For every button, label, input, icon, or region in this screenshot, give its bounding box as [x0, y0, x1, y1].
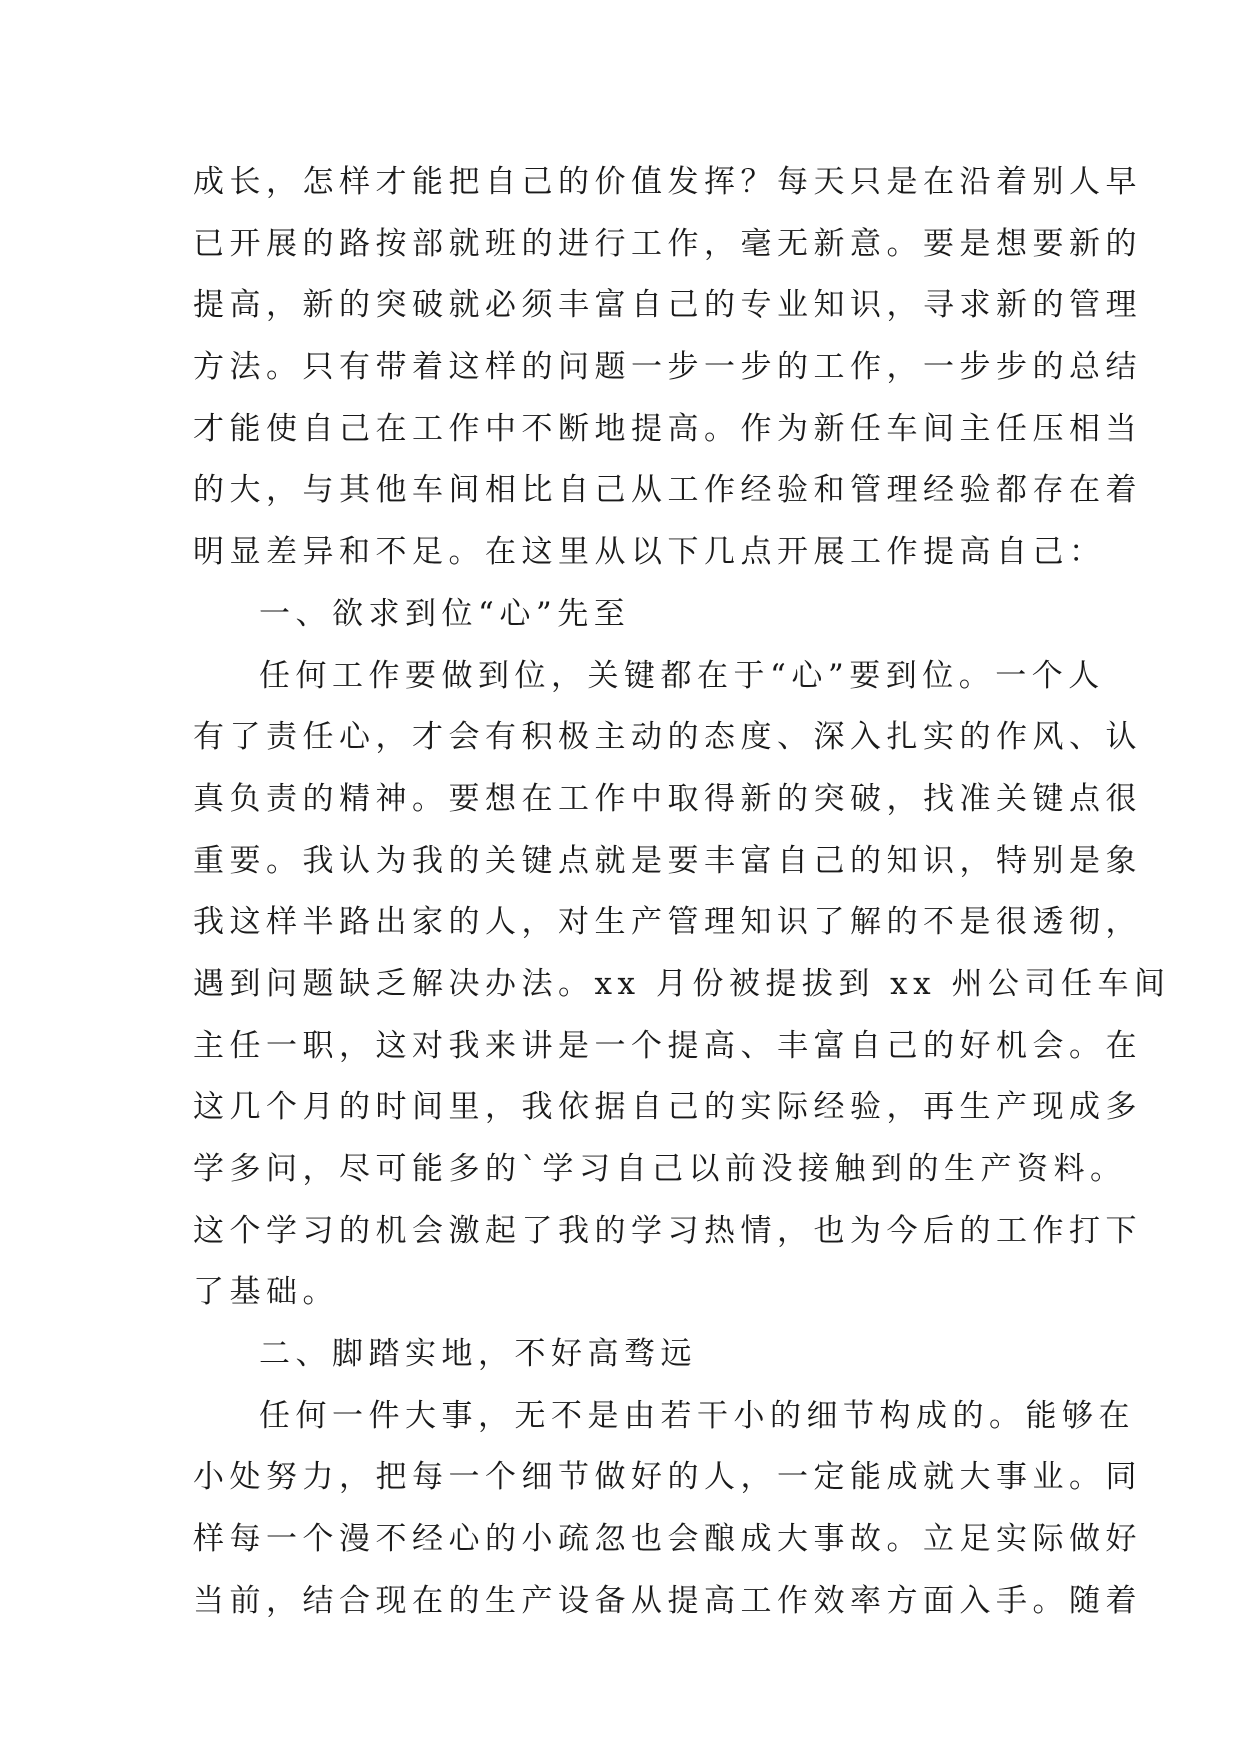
- paragraph-line-indented: 二、脚踏实地，不好高骛远: [259, 1336, 697, 1373]
- paragraph-line: 主任一职，这对我来讲是一个提高、丰富自己的好机会。在: [193, 1027, 1142, 1064]
- paragraph-line-indented: 一、欲求到位“心”先至: [259, 595, 631, 632]
- paragraph-line: 了基础。: [193, 1274, 339, 1311]
- paragraph-line: 小处努力，把每一个细节做好的人，一定能成就大事业。同: [193, 1459, 1142, 1496]
- paragraph-line: 成长，怎样才能把自己的价值发挥？每天只是在沿着别人早: [193, 164, 1142, 200]
- paragraph-line: 方法。只有带着这样的问题一步一步的工作，一步步的总结: [193, 349, 1142, 386]
- paragraph-line-indented: 任何一件大事，无不是由若干小的细节构成的。能够在: [259, 1397, 1135, 1434]
- paragraph-line: 这个学习的机会激起了我的学习热情，也为今后的工作打下: [193, 1212, 1142, 1249]
- paragraph-line-indented: 任何工作要做到位，关键都在于“心”要到位。一个人: [259, 657, 1105, 694]
- paragraph-line: 有了责任心，才会有积极主动的态度、深入扎实的作风、认: [193, 719, 1142, 756]
- paragraph-line: 这几个月的时间里，我依据自己的实际经验，再生产现成多: [193, 1089, 1142, 1126]
- paragraph-line: 遇到问题缺乏解决办法。xx 月份被提拔到 xx 州公司任车间: [193, 965, 1171, 1002]
- document-body: [193, 152, 1171, 1633]
- paragraph-line: 的大，与其他车间相比自己从工作经验和管理经验都存在着: [193, 472, 1142, 509]
- paragraph-line: 我这样半路出家的人，对生产管理知识了解的不是很透彻，: [193, 904, 1142, 941]
- paragraph-line: 样每一个漫不经心的小疏忽也会酿成大事故。立足实际做好: [193, 1521, 1142, 1558]
- paragraph-line: 真负责的精神。要想在工作中取得新的突破，找准关键点很: [193, 780, 1142, 817]
- paragraph-line: 提高，新的突破就必须丰富自己的专业知识，寻求新的管理: [193, 287, 1142, 324]
- paragraph-line: 已开展的路按部就班的进行工作，毫无新意。要是想要新的: [193, 225, 1142, 262]
- paragraph-line: 重要。我认为我的关键点就是要丰富自己的知识，特别是象: [193, 842, 1142, 879]
- paragraph-line: 明显差异和不足。在这里从以下几点开展工作提高自己：: [193, 534, 1106, 571]
- paragraph-line: 当前，结合现在的生产设备从提高工作效率方面入手。随着: [193, 1582, 1142, 1619]
- paragraph-line: 才能使自己在工作中不断地提高。作为新任车间主任压相当: [193, 410, 1142, 447]
- paragraph-line: 学多问，尽可能多的`学习自己以前没接触到的生产资料。: [193, 1151, 1127, 1187]
